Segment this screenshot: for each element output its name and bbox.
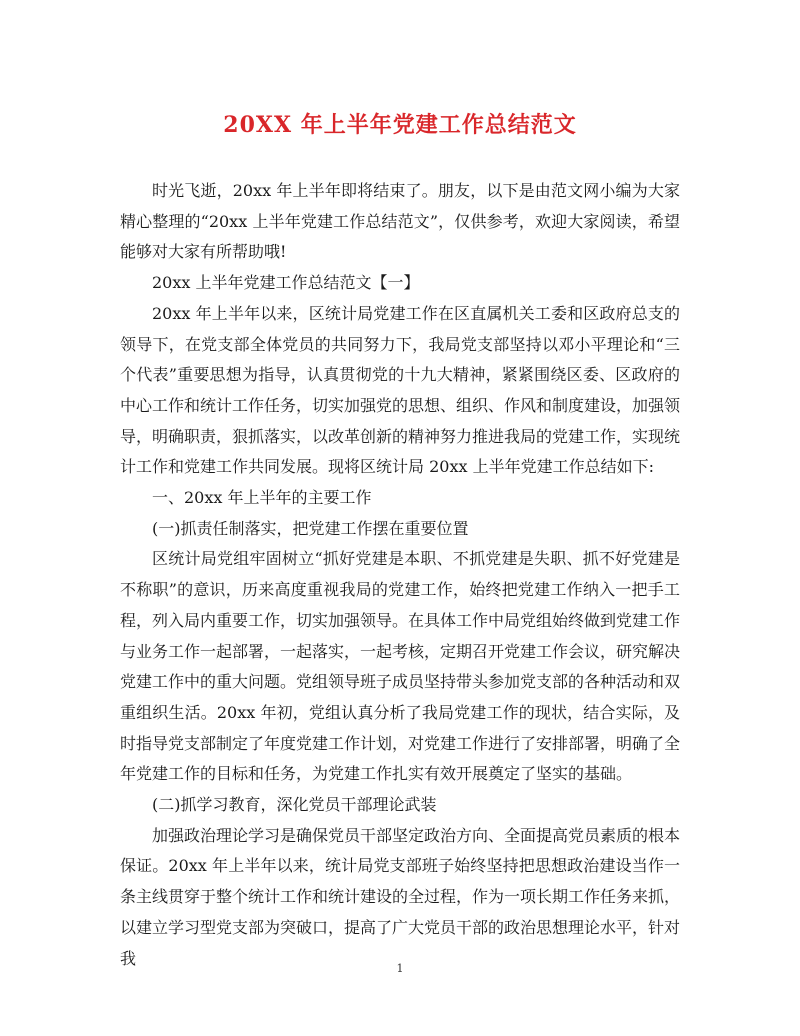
paragraph-2: 区统计局党组牢固树立“抓好党建是本职、不抓党建是失职、抓不好党建是不称职”的意识，历来高度重视我局的党建工作，始终把党建工作纳入一把手工程，列入局内重要工作，切实加强领导。在具体工作中局党组始终做到党建工作与业务工作一起部署，一起落实，一起考核，定期召开党建工作会议，研究解决党建工作中的重大问题。党组领导班子成员坚持带头参加党支部的各种活动和双重组织生活。20xx 年初，党组认真分析了我局党建工作的现状，结合实际，及时指导党支部制定了年度党建工作计划，对党建工作进行了安排部署，明确了全年党建工作的目标和任务，为党建工作扎实有效开展奠定了坚实的基础。 <box>120 549 681 784</box>
heading-main-work: 一、20xx 年上半年的主要工作 <box>152 488 372 508</box>
intro-paragraph: 时光飞逝，20xx 年上半年即将结束了。朋友，以下是由范文网小编为大家精心整理的“20xx 上半年党建工作总结范文”，仅供参考，欢迎大家阅读，希望能够对大家有所帮助哦! <box>120 181 680 262</box>
paragraph-1: 20xx 年上半年以来，区统计局党建工作在区直属机关工委和区政府总支的领导下，在党支部全体党员的共同努力下，我局党支部坚持以邓小平理论和“三个代表”重要思想为指导，认真贯彻党的十九大精神，紧紧围绕区委、区政府的中心工作和统计工作任务，切实加强党的思想、组织、作风和制度建设，加强领导，明确职责，狠抓落实，以改革创新的精神努力推进我局的党建工作，实现统计工作和党建工作共同发展。现将区统计局 20xx 上半年党建工作总结如下: <box>120 303 681 477</box>
subheading-responsibility: (一)抓责任制落实，把党建工作摆在重要位置 <box>152 518 469 538</box>
section-title: 20xx 上半年党建工作总结范文【一】 <box>152 273 420 293</box>
document-body <box>120 176 680 974</box>
page-number: 1 <box>396 962 404 975</box>
paragraph-3: 加强政治理论学习是确保党员干部坚定政治方向、全面提高党员素质的根本保证。20xx 年上半年以来，统计局党支部班子始终坚持把思想政治建设当作一条主线贯穿于整个统计工作和统计建设的全过程，作为一项长期工作任务来抓，以建立学习型党支部为突破口，提高了广大党员干部的政治思想理论水平，针对我 <box>120 825 681 968</box>
document-title: 20XX 年上半年党建工作总结范文 <box>223 112 577 138</box>
subheading-study: (二)抓学习教育，深化党员干部理论武装 <box>152 795 437 815</box>
